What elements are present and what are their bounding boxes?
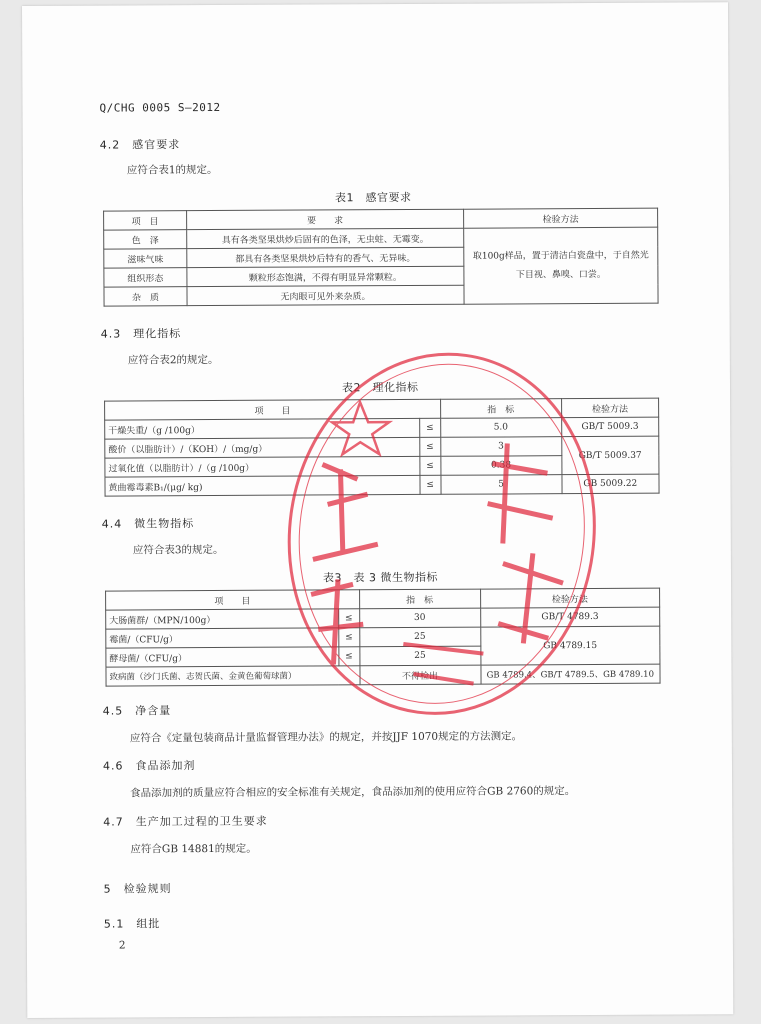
- table-cell: 杂 质: [104, 287, 187, 306]
- section-4-5-heading: 4.5 净含量: [102, 704, 172, 718]
- table-cell: GB 4789.15: [480, 626, 660, 665]
- section-4-6-heading: 4.6 食品添加剂: [102, 759, 196, 773]
- table-cell: 5.0: [440, 418, 561, 438]
- section-4-5-text: 应符合《定量包装商品计量监督管理办法》的规定，并按JJF 1070规定的方法测定。: [129, 730, 523, 745]
- table-cell: 具有各类坚果烘炒后固有的色泽，无虫蛀、无霉变。: [187, 228, 464, 248]
- table-cell: 过氧化值（以脂肪计）/（g /100g）: [105, 456, 420, 477]
- section-4-2-heading: 4.2 感官要求: [99, 138, 181, 152]
- table-header-item: 项 目: [105, 399, 441, 420]
- section-4-2-text: 应符合表1的规定。: [126, 163, 218, 177]
- table-cell: 干燥失重/（g /100g）: [105, 418, 420, 439]
- seal-glyph: [312, 464, 377, 559]
- table-cell: 3: [440, 437, 561, 457]
- section-4-6-text: 食品添加剂的质量应符合相应的安全标准有关规定，食品添加剂的使用应符合GB 2760的规定。: [130, 785, 576, 800]
- table-cell: 30: [359, 608, 480, 628]
- table-cell: 无肉眼可见外来杂质。: [187, 285, 464, 305]
- section-5-1-heading: 5.1 组批: [103, 917, 161, 931]
- table-cell-le: ≤: [420, 475, 441, 494]
- table-cell: GB 5009.22: [562, 474, 659, 494]
- table-cell: GB/T 5009.3: [561, 417, 658, 437]
- table-cell: GB/T 4789.3: [480, 607, 660, 627]
- table-cell-le: ≤: [419, 437, 440, 456]
- seal-star: [332, 402, 389, 454]
- table-cell: 都具有各类坚果烘炒后特有的香气、无异味。: [187, 247, 464, 267]
- standard-code: Q/CHG 0005 S—2012: [99, 100, 221, 115]
- table-1-sensory: [103, 208, 658, 307]
- table-cell: 滋味气味: [104, 249, 187, 268]
- table-3-caption: 表3 表 3 微生物指标: [322, 570, 439, 585]
- table-header-limit: 指 标: [440, 399, 561, 419]
- table-cell: 致病菌（沙门氏菌、志贺氏菌、金黄色葡萄球菌）: [106, 666, 360, 686]
- section-4-3-text: 应符合表2的规定。: [127, 353, 219, 367]
- table-cell: 25: [359, 646, 480, 666]
- table-header-method: 检验方法: [480, 588, 660, 608]
- seal-inner-ring: [282, 346, 602, 721]
- seal-outer-ring: [282, 343, 602, 725]
- seal-glyph: [403, 644, 483, 684]
- table-cell: 黄曲霉毒素B₁/(μg/ kg): [105, 475, 420, 496]
- section-4-4-heading: 4.4 微生物指标: [101, 517, 195, 531]
- table-header-method: 检验方法: [561, 398, 658, 418]
- table-cell: 酵母菌/（CFU/g）: [106, 647, 339, 667]
- official-seal-stamp: [282, 343, 602, 725]
- seal-glyph: [487, 443, 553, 543]
- section-4-4-text: 应符合表3的规定。: [132, 543, 224, 557]
- table-header-limit: 指 标: [359, 589, 480, 609]
- table-cell: 颗粒形态饱满，不得有明显异常颗粒。: [187, 266, 464, 286]
- table-cell-le: ≤: [420, 456, 441, 475]
- section-4-3-heading: 4.3 理化指标: [100, 327, 182, 341]
- table-cell-le: ≤: [419, 418, 440, 437]
- table-2-caption: 表2 理化指标: [341, 380, 419, 395]
- table-cell-le: ≤: [338, 609, 359, 628]
- table-cell: GB/T 5009.37: [561, 436, 659, 475]
- table-1-caption: 表1 感官要求: [334, 190, 412, 205]
- table-cell: 0.38: [441, 456, 562, 476]
- table-cell: 5: [441, 475, 562, 495]
- page-number: 2: [118, 939, 126, 952]
- seal-glyph: [311, 579, 363, 664]
- table-header-requirement: 要 求: [187, 209, 464, 229]
- section-4-7-heading: 4.7 生产加工过程的卫生要求: [103, 814, 268, 829]
- table-header-item: 项 目: [106, 590, 360, 610]
- table-cell: 霉菌/（CFU/g）: [106, 628, 339, 648]
- table-cell: 组织形态: [104, 268, 187, 287]
- table-cell: GB 4789.4、GB/T 4789.5、GB 4789.10: [481, 664, 661, 684]
- table-header-method: 检验方法: [464, 208, 658, 228]
- section-5-heading: 5 检验规则: [103, 882, 172, 896]
- table-cell: 酸价（以脂肪计）/（KOH）/（mg/g）: [105, 437, 420, 458]
- table-cell: 大肠菌群/（MPN/100g）: [106, 609, 339, 629]
- table-cell: 25: [359, 627, 480, 647]
- table-cell: 不得检出: [360, 665, 481, 685]
- table-cell-le: ≤: [338, 647, 359, 666]
- table-header-item: 项 目: [104, 211, 187, 230]
- section-4-7-text: 应符合GB 14881的规定。: [130, 842, 257, 856]
- seal-glyph: [498, 553, 563, 643]
- table-cell-le: ≤: [338, 628, 359, 647]
- document-page: [22, 2, 733, 1018]
- table-cell-method: 取100g样品，置于清洁白瓷盘中，于自然光下目视、鼻嗅、口尝。: [464, 227, 658, 304]
- table-cell: 色 泽: [104, 230, 187, 249]
